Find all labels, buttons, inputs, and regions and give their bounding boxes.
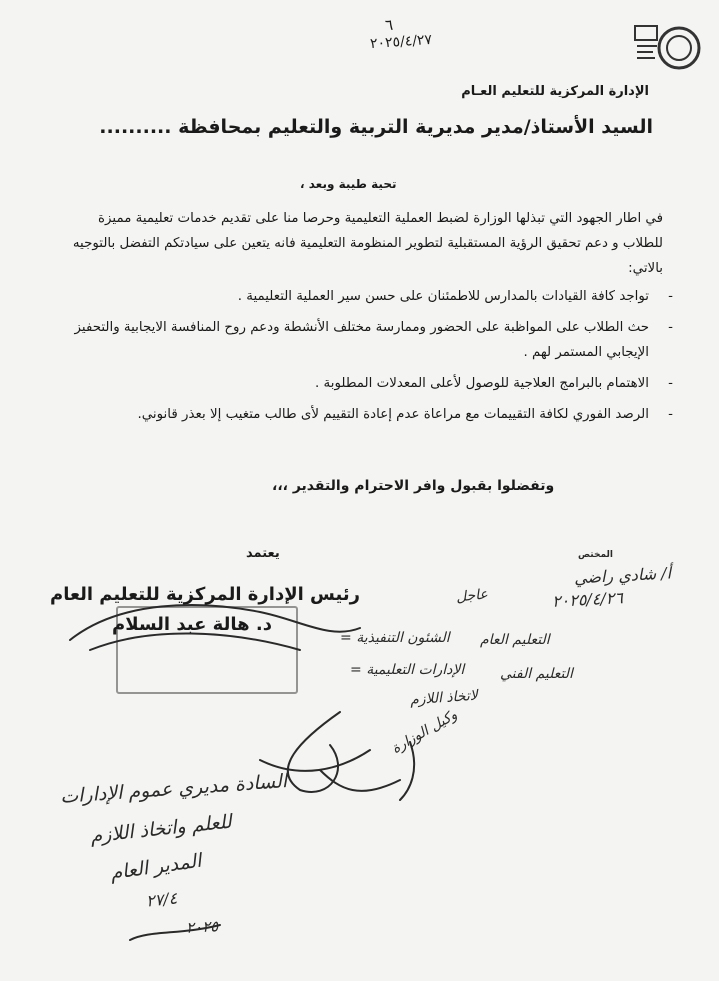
action-note: لاتخاذ اللازم	[409, 687, 479, 709]
approve-label: يعتمد	[246, 546, 280, 561]
bottom-note-3: المدير العام	[108, 849, 203, 885]
org-name: الإدارة المركزية للتعليم العـام	[461, 84, 649, 99]
addressee: السيد الأستاذ/مدير مديرية التربية والتعليم بمحافظة ..........	[99, 116, 653, 138]
route-executive-affairs: = الشئون التنفيذية	[340, 630, 450, 646]
overseer-label: المختص	[578, 550, 613, 560]
bottom-note-2: للعلم واتخاذ اللازم	[89, 810, 233, 848]
list-item: - حث الطلاب على المواظبة على الحضور وممارسة مختلف الأنشطة ودعم روح المنافسة الايجابية والتحفيز الإيجابي المستمر لهم .	[74, 320, 673, 360]
bottom-note-1: السادة مديري عموم الإدارات	[59, 770, 288, 808]
bottom-note-date: ٢٧/٤	[145, 888, 179, 911]
closing-line: وتفضلوا بقبول وافر الاحترام والتقدير ،،،	[272, 478, 555, 494]
route-educational-admins: = الإدارات التعليمية	[350, 662, 465, 678]
intro-paragraph: في اطار الجهود التي تبذلها الوزارة لضبط العملية التعليمية وحرصا منا على تقديم خدمات تعليمية مميزة للطلاب و دعم تحقيق الرؤية المستقبلية لتطوير المنظومة التعليمية فانه يتعين على سيادتكم التفضل بالتوجيه بالاتي:	[72, 211, 663, 276]
signer-name: د. هالة عبد السلام	[112, 614, 272, 635]
overseer-date: ٢٠٢٥/٤/٢٦	[551, 588, 624, 611]
route-technical-education: التعليم الفني	[500, 666, 573, 682]
bottom-note-year: ٢٠٢٥	[185, 917, 219, 937]
signer-title: رئيس الإدارة المركزية للتعليم العام	[50, 584, 360, 605]
ministry-logo-icon	[631, 18, 701, 76]
reference-date: ٢٠٢٥/٤/٢٧	[369, 31, 433, 53]
greeting: تحية طيبة وبعد ،	[300, 177, 397, 191]
deputy-note: وكيل الوزارة	[388, 706, 460, 758]
overseer-handwriting: أ/ شادي راضي	[573, 563, 672, 588]
directive-list	[59, 284, 679, 433]
urgent-note: عاجل	[455, 586, 489, 606]
list-item: - الاهتمام بالبرامج العلاجية للوصول لأعلى المعدلات المطلوبة .	[315, 376, 673, 391]
reference-number: ٦	[384, 15, 394, 35]
list-item: - الرصد الفوري لكافة التقييمات مع مراعاة عدم إعادة التقييم لأى طالب متغيب إلا بعذر قانوني.	[137, 407, 673, 422]
list-item: - تواجد كافة القيادات بالمدارس للاطمئنان على حسن سير العملية التعليمية .	[237, 289, 673, 304]
route-general-education: التعليم العام	[480, 632, 550, 648]
